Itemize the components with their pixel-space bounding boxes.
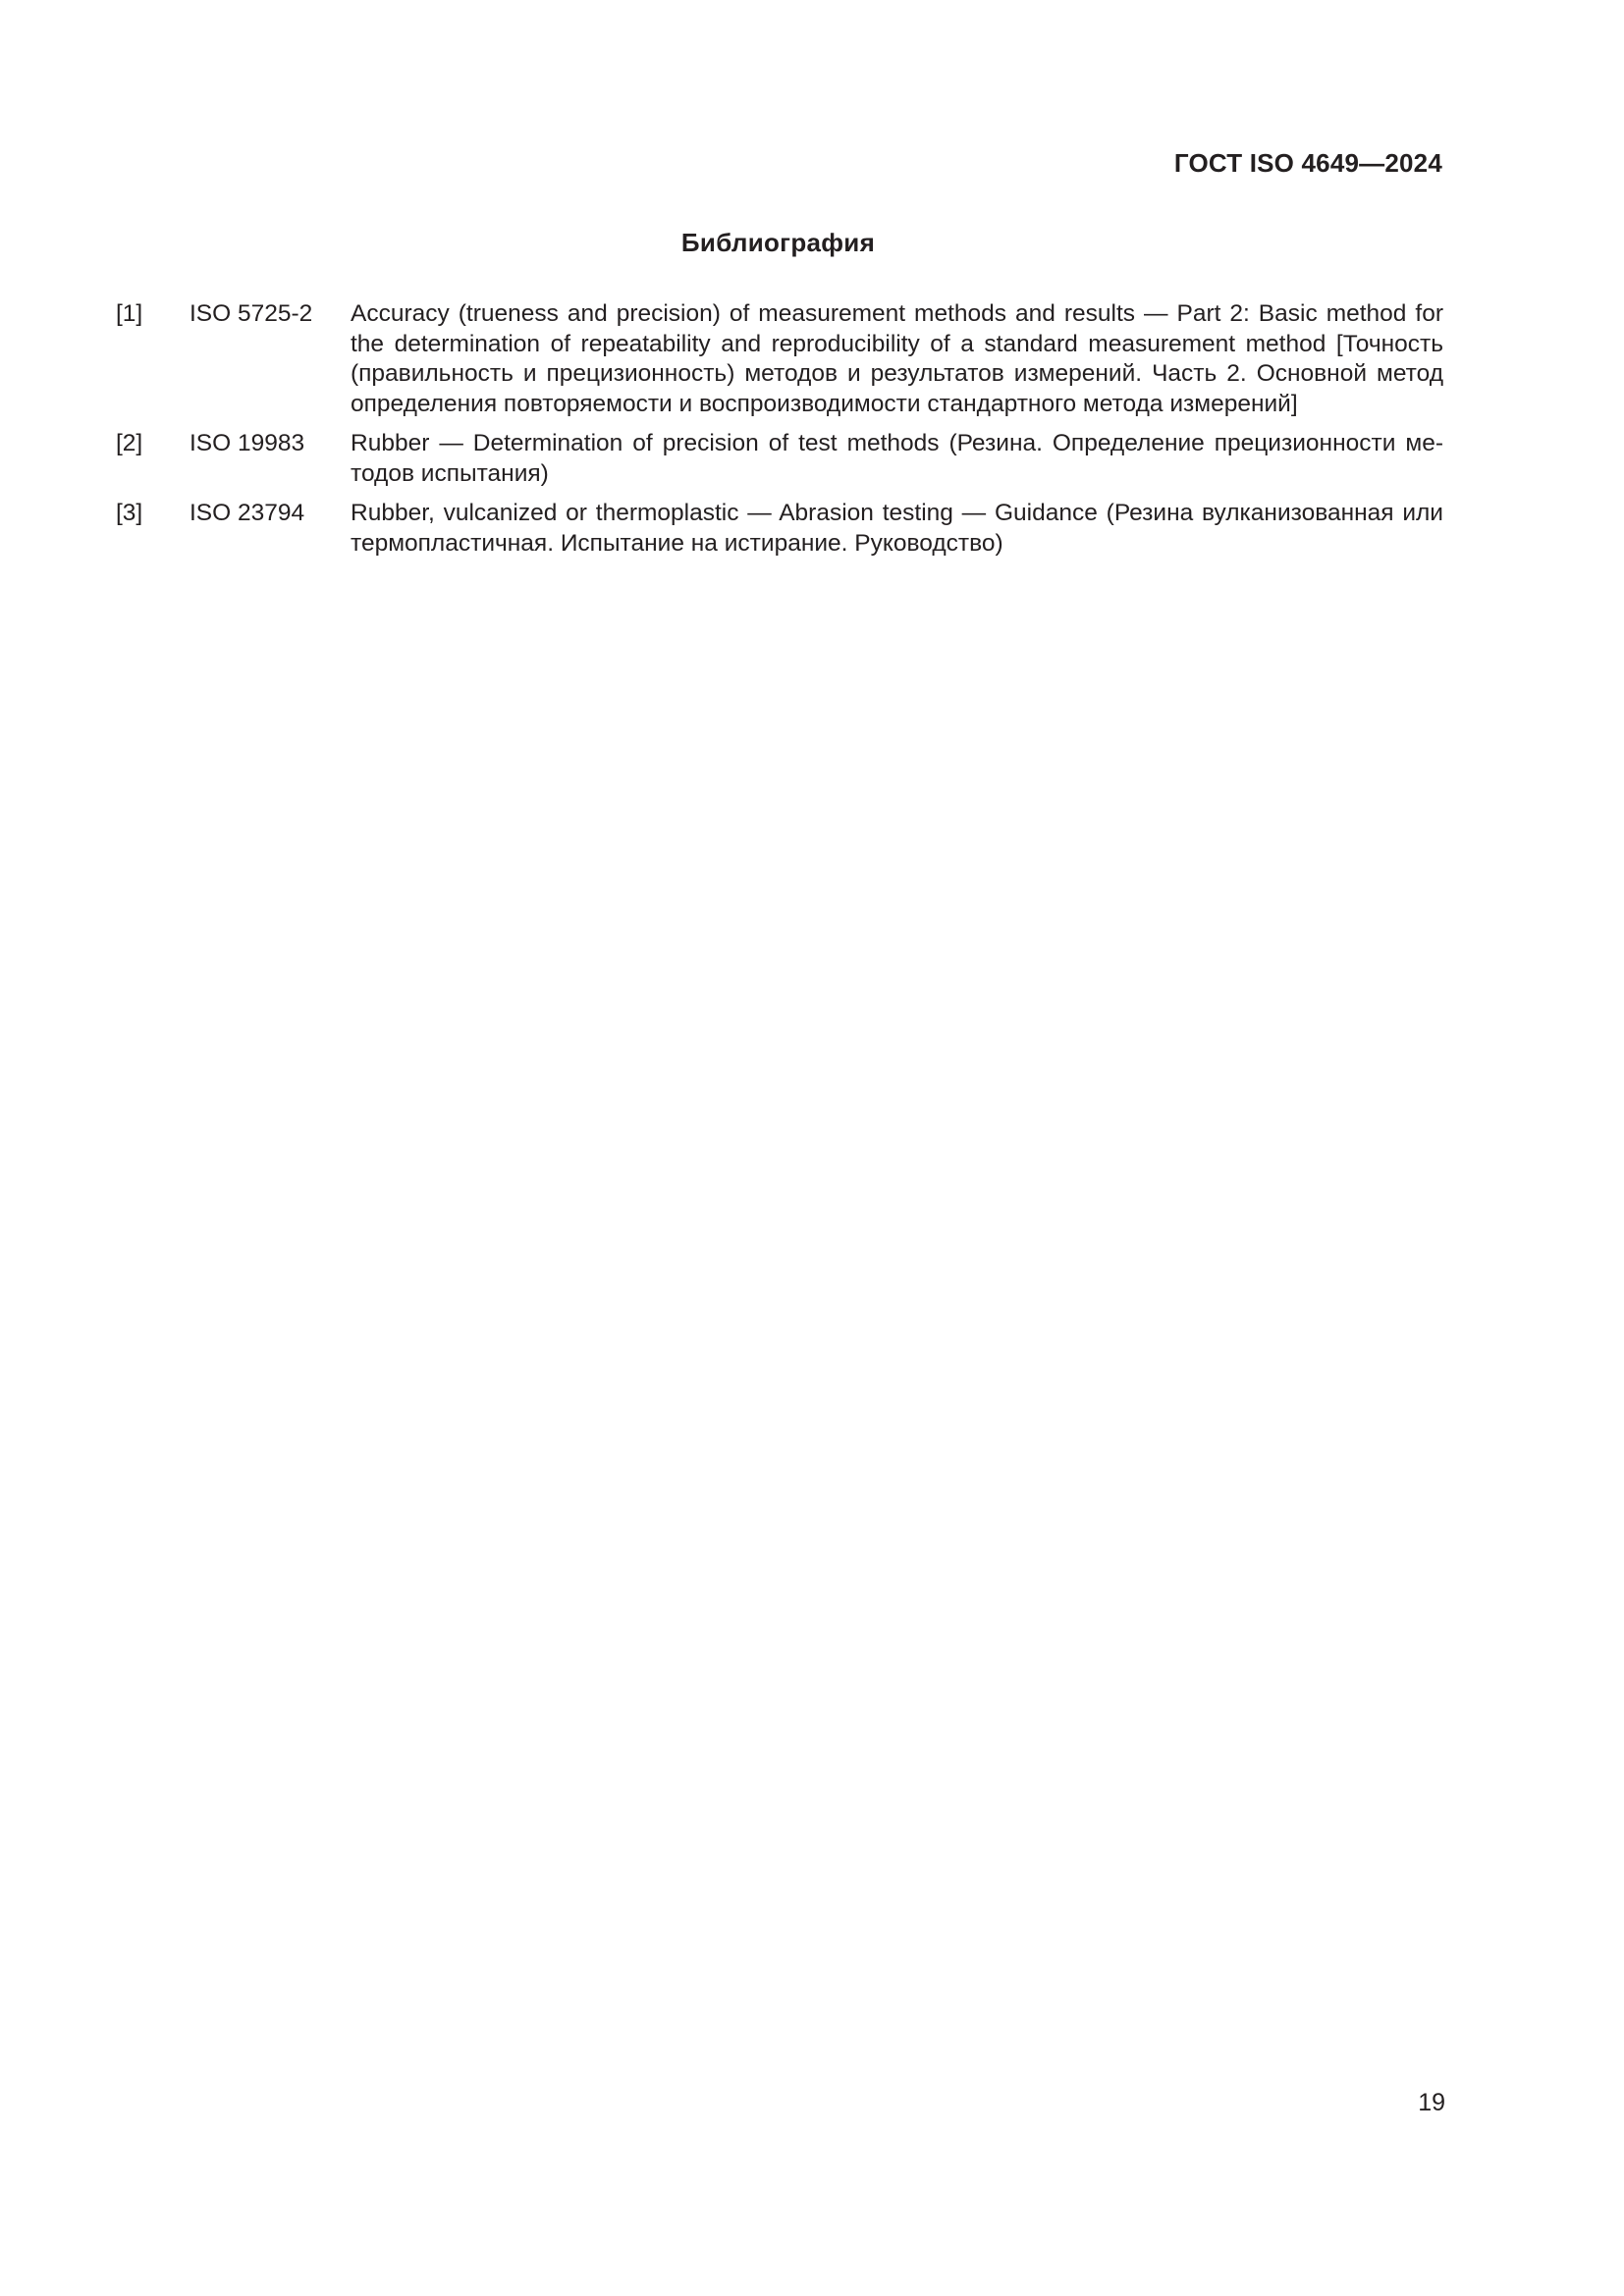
entry-title: Accuracy (trueness and precision) of measurement methods and results — Part 2: Basic method for the determination of repeatability and reproducibility of a standard measurement method [Точность (правильность и прецизионность) методов и результатов измерений. Часть 2. Основной метод определения повторяемости и воспроизводимости стандартного метода измерений] bbox=[351, 300, 1443, 417]
entry-standard: ISO 23794 bbox=[189, 500, 305, 526]
bibliography-list bbox=[116, 299, 1443, 568]
entry-number: [2] bbox=[116, 430, 143, 456]
entry-number: [3] bbox=[116, 500, 143, 526]
entry-title: Rubber, vulcanized or thermoplastic — Abrasion testing — Guidance (Резина вулканизованная или термопластичная. Испытание на истирание. Руководство) bbox=[351, 500, 1443, 557]
entry-number: [1] bbox=[116, 300, 143, 327]
bibliography-entry bbox=[116, 499, 1443, 559]
bibliography-entry bbox=[116, 429, 1443, 489]
bibliography-title: Библиография bbox=[680, 228, 876, 257]
document-code: ГОСТ ISO 4649—2024 bbox=[1173, 148, 1442, 178]
entry-title: Rubber — Determination of precision of test methods (Резина. Определение прецизионности методов испытания) bbox=[351, 430, 1443, 487]
bibliography-entry bbox=[116, 299, 1443, 419]
page-number: 19 bbox=[1418, 2089, 1445, 2116]
entry-standard: ISO 19983 bbox=[189, 430, 305, 456]
entry-standard: ISO 5725-2 bbox=[189, 300, 313, 327]
